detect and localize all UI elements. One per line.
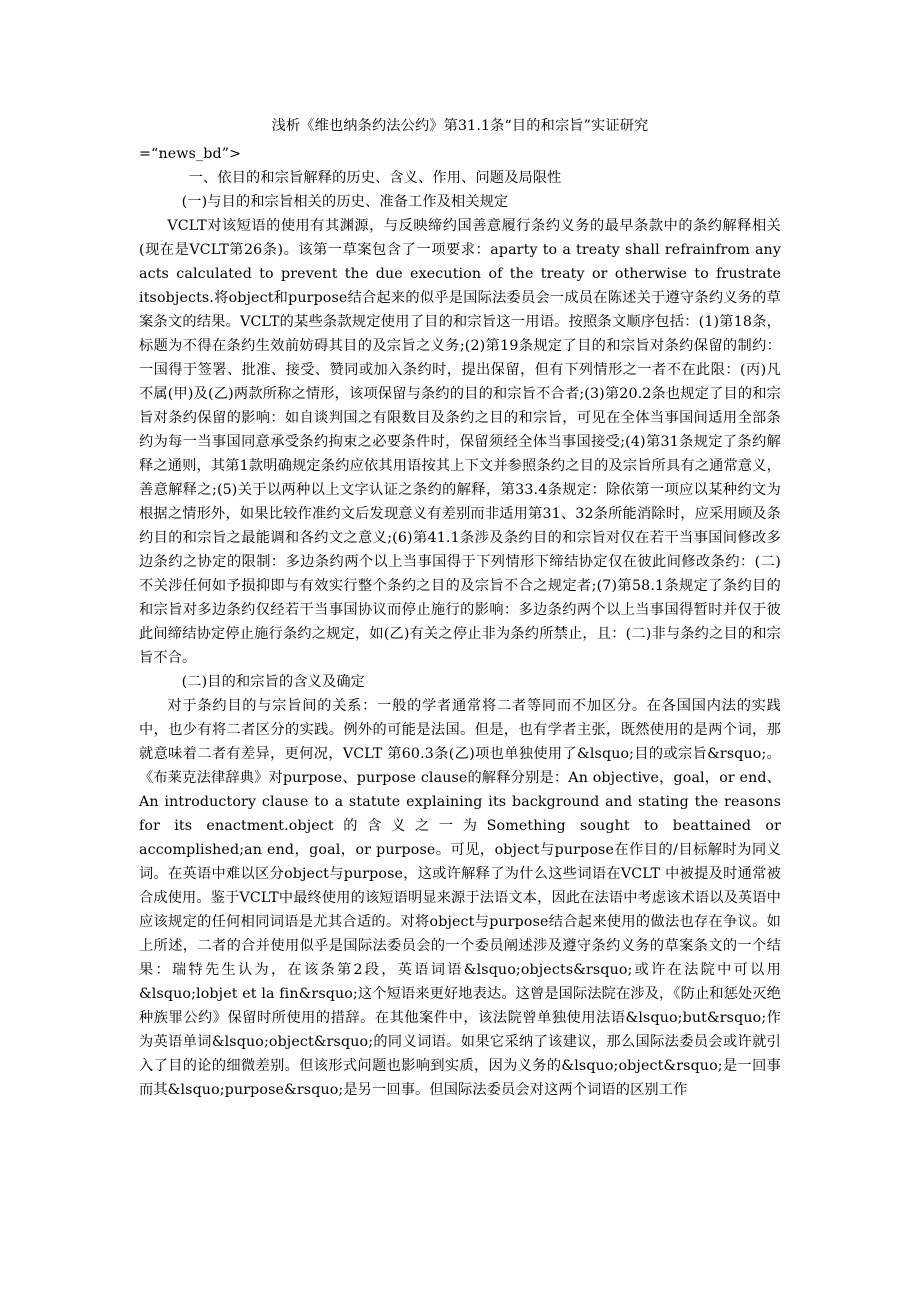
document-title: 浅析《维也纳条约法公约》第31.1条“目的和宗旨”实证研究 — [271, 118, 649, 134]
document-body — [139, 114, 781, 1102]
section-heading: 一、依目的和宗旨解释的历史、含义、作用、问题及局限性 — [188, 170, 562, 186]
markup-fragment: =“news_bd”> — [139, 146, 242, 162]
paragraph-meaning: 对于条约目的与宗旨间的关系：一般的学者通常将二者等同而不加区分。在各国国内法的实践中，也少有将二者区分的实践。例外的可能是法国。但是，也有学者主张，既然使用的是两个词，那就意味着二者有差异，更何况，VCLT 第60.3条(乙)项也单独使用了&lsquo;目的或宗旨&rsquo;。《布莱克法律辞典》对purpose、purpose clause的解释分别是：An objective，goal，or end、An introductory clause to a statute explaining its background and stating the reasons for its enactment.object的含义之一为Something sought to beattained or accomplished;an end，goal，or purpose。可见，object与purpose在作目的/目标解时为同义词。在英语中难以区分object与purpose，这或许解释了为什么这些词语在VCLT 中被提及时通常被合成使用。鉴于VCLT中最终使用的该短语明显来源于法语文本，因此在法语中考虑该术语以及英语中应该规定的任何相同词语是尤其合适的。对将object与purpose结合起来使用的做法也存在争议。如上所述，二者的合并使用似乎是国际法委员会的一个委员阐述涉及遵守条约义务的草案条文的一个结果：瑞特先生认为，在该条第2段，英语词语&lsquo;objects&rsquo;或许在法院中可以用&lsquo;lobjet et la fin&rsquo;这个短语来更好地表达。这曾是国际法院在涉及，《防止和惩处灭绝种族罪公约》保留时所使用的措辞。在其他案件中，该法院曾单独使用法语&lsquo;but&rsquo;作为英语单词&lsquo;object&rsquo;的同义词语。如果它采纳了该建议，那么国际法委员会或许就引入了目的论的细微差别。但该形式问题也影响到实质，因为义务的&lsquo;object&rsquo;是一回事而其&lsquo;purpose&rsquo;是另一回事。但国际法委员会对这两个词语的区别工作 — [139, 698, 781, 1098]
subsection-heading-history: (一)与目的和宗旨相关的历史、准备工作及相关规定 — [181, 194, 509, 210]
paragraph-history: VCLT对该短语的使用有其渊源，与反映缔约国善意履行条约义务的最早条款中的条约解释相关(现在是VCLT第26条)。该第一草案包含了一项要求：aparty to a treaty shall refrainfrom any acts calculated to prevent the due execution of the treaty or otherwise to frustrate itsobjects.将object和purpose结合起来的似乎是国际法委员会一成员在陈述关于遵守条约义务的草案条文的结果。VCLT的某些条款规定使用了目的和宗旨这一用语。按照条文顺序包括：(1)第18条，标题为不得在条约生效前妨碍其目的及宗旨之义务;(2)第19条规定了目的和宗旨对条约保留的制约：一国得于签署、批准、接受、赞同或加入条约时，提出保留，但有下列情形之一者不在此限：(丙)凡不属(甲)及(乙)两款所称之情形，该项保留与条约的目的和宗旨不合者;(3)第20.2条也规定了目的和宗旨对条约保留的影响：如自谈判国之有限数目及条约之目的和宗旨，可见在全体当事国间适用全部条约为每一当事国同意承受条约拘束之必要条件时，保留须经全体当事国接受;(4)第31条规定了条约解释之通则，其第1款明确规定条约应依其用语按其上下文并参照条约之目的及宗旨所具有之通常意义，善意解释之;(5)关于以两种以上文字认证之条约的解释，第33.4条规定：除依第一项应以某种约文为根据之情形外，如果比较作准约文后发现意义有差别而非适用第31、32条所能消除时，应采用顾及条约目的和宗旨之最能调和各约文之意义;(6)第41.1条涉及条约目的和宗旨对仅在若干当事国间修改多边条约之协定的限制：多边条约两个以上当事国得于下列情形下缔结协定仅在彼此间修改条约：(二)不关涉任何如予损抑即与有效实行整个条约之目的及宗旨不合之规定者;(7)第58.1条规定了条约目的和宗旨对多边条约仅经若干当事国协议而停止施行的影响：多边条约两个以上当事国得暂时并仅于彼此间缔结协定停止施行条约之规定，如(乙)有关之停止非为条约所禁止，且：(二)非与条约之目的和宗旨不合。 — [139, 218, 781, 666]
subsection-heading-meaning: (二)目的和宗旨的含义及确定 — [181, 674, 366, 690]
